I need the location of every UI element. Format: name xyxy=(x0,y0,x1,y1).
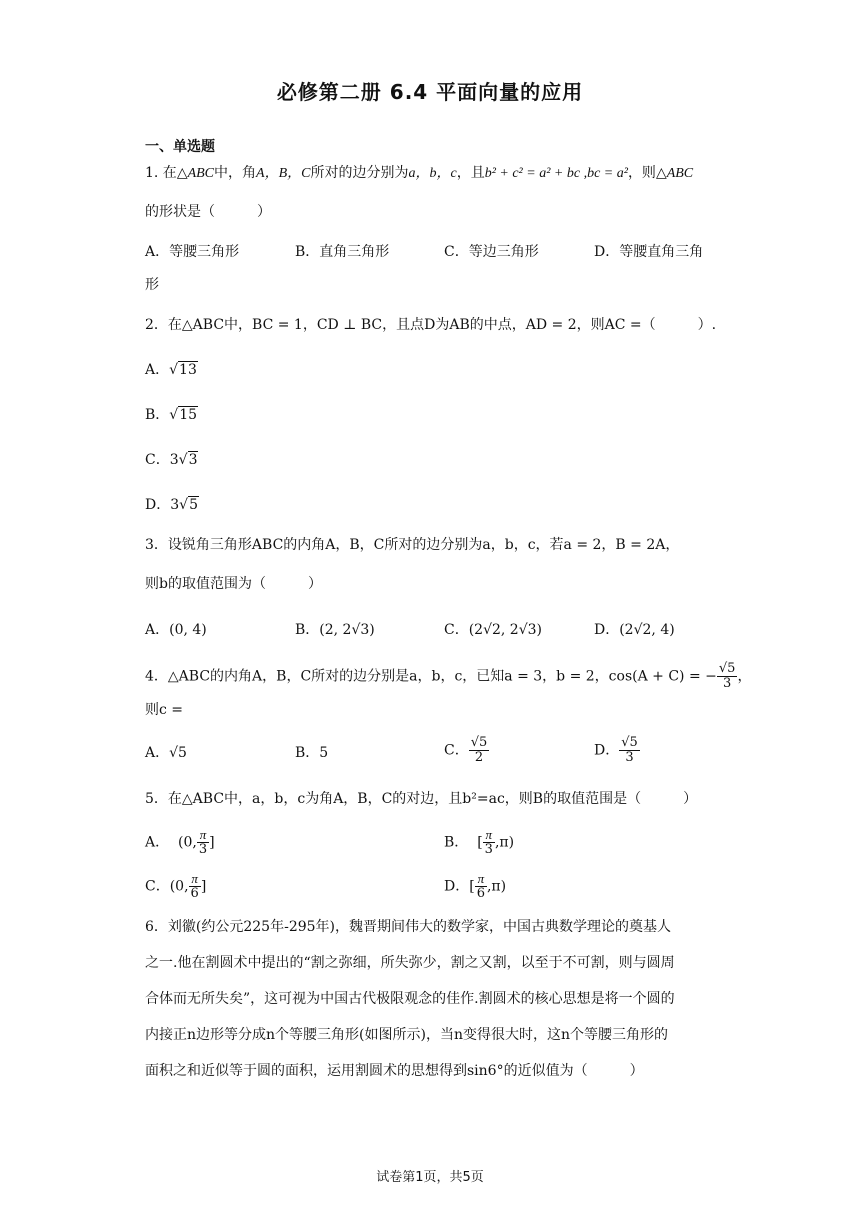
q3-option-c: C．(2√2, 2√3) xyxy=(444,622,543,638)
q1-triangle-2: △ABC xyxy=(655,166,694,181)
q1-text-f: ，且 xyxy=(456,165,485,181)
q4-option-c-numerator: √5 xyxy=(470,735,488,750)
q5-option-d-denominator: 6 xyxy=(476,886,485,901)
q2-option-d-label: D． xyxy=(145,497,171,513)
q4-option-d-label: D． xyxy=(594,742,620,759)
q2-option-d xyxy=(145,496,199,514)
question-1-line-2: 的形状是（ ） xyxy=(145,204,271,220)
q5-option-b-denominator: 3 xyxy=(484,842,493,857)
question-5: 5．在△ABC中，a，b，c为角A，B，C的对边，且b²=ac，则B的取值范围是（ ） xyxy=(145,791,698,807)
question-6-line-4: 内接正n边形等分成n个等腰三角形(如图所示)，当n变得很大时，这n个等腰三角形的 xyxy=(145,1027,668,1043)
q2-option-c-radicand: 3 xyxy=(188,452,198,468)
q1-option-d-cont: 形 xyxy=(145,277,159,293)
q5-option-c-post: ] xyxy=(200,878,207,895)
q5-option-b-label: B． xyxy=(444,834,469,851)
q4-option-a: A．√5 xyxy=(145,745,187,761)
q1-text-d: 所对的边分别为 xyxy=(310,165,409,181)
sqrt-symbol: √3 xyxy=(178,452,198,468)
q5-option-a-numerator: π xyxy=(197,828,209,843)
page-title: 必修第二册 6.4 平面向量的应用 xyxy=(276,80,584,104)
q5-option-a-fraction xyxy=(197,828,209,857)
question-6-line-3: 合体而无所失矣”，这可视为中国古代极限观念的佳作.割圆术的核心思想是将一个圆的 xyxy=(145,991,675,1007)
q3-option-a: A．(0, 4) xyxy=(145,622,207,638)
q4-text-end: ， xyxy=(737,668,752,685)
q1-text-a: 1. 在 xyxy=(145,165,177,181)
q4-option-c-label: C． xyxy=(444,742,469,759)
q2-option-a xyxy=(145,361,198,379)
q2-option-b-radicand: 15 xyxy=(179,407,198,423)
q5-option-a-label: A． xyxy=(145,834,170,851)
q1-text-g: ，则 xyxy=(627,165,656,181)
q1-option-a: A．等腰三角形 xyxy=(145,244,240,260)
q4-option-d-fraction xyxy=(619,736,640,765)
q4-option-d xyxy=(594,736,640,765)
q1-text-b: 中，角 xyxy=(214,165,257,181)
q4-option-c xyxy=(444,736,489,765)
q5-option-c-pre: (0, xyxy=(169,878,189,895)
q1-option-c: C．等边三角形 xyxy=(444,244,539,260)
q4-fraction-denominator: 3 xyxy=(723,676,732,691)
q1-condition: b² + c² = a² + bc ,bc = a² xyxy=(484,166,628,181)
q5-option-d-fraction xyxy=(475,872,487,901)
q5-option-c-label: C． xyxy=(145,878,170,895)
q2-option-c xyxy=(145,451,198,469)
question-6: 6．刘徽(约公元225年-295年)，魏晋期间伟大的数学家，中国古典数学理论的奠基人 xyxy=(145,919,672,935)
q5-option-a-post: ] xyxy=(209,834,215,851)
question-4 xyxy=(145,661,752,691)
question-3-line-2: 则b的取值范围为（ ） xyxy=(145,576,322,592)
question-1 xyxy=(145,164,715,183)
q4-text: 4．△ABC的内角A，B，C所对的边分别是a，b，c，已知a = 3，b = 2，cos(A + C) = − xyxy=(145,668,717,685)
question-6-line-2: 之一.他在割圆术中提出的“割之弥细，所失弥少，割之又割，以至于不可割，则与圆周 xyxy=(145,955,675,971)
q2-option-d-coef: 3 xyxy=(170,497,180,513)
q5-option-d-numerator: π xyxy=(475,872,487,887)
q5-option-c xyxy=(145,872,206,901)
q5-option-a-denominator: 3 xyxy=(198,842,208,857)
q2-option-d-radicand: 5 xyxy=(189,497,198,513)
q5-option-c-fraction xyxy=(189,872,201,901)
sqrt-symbol: √15 xyxy=(169,407,198,423)
q2-option-b-label: B． xyxy=(145,407,170,423)
q1-option-b: B．直角三角形 xyxy=(295,244,390,260)
question-6-line-5: 面积之和近似等于圆的面积，运用割圆术的思想得到sin6°的近似值为（ ） xyxy=(145,1063,644,1079)
question-3: 3．设锐角三角形ABC的内角A，B，C所对的边分别为a，b，c，若a = 2，B = 2A， xyxy=(145,537,680,553)
sqrt-symbol: √5 xyxy=(179,497,198,513)
q5-option-b-pre: [ xyxy=(477,834,483,851)
q3-option-b: B．(2, 2√3) xyxy=(295,622,375,638)
q3-option-d: D．(2√2, 4) xyxy=(594,622,675,638)
q4-option-c-denominator: 2 xyxy=(474,750,484,765)
q4-option-d-denominator: 3 xyxy=(625,750,634,765)
q4-option-c-fraction xyxy=(469,736,490,765)
q5-option-d xyxy=(444,872,506,901)
sqrt-symbol: √13 xyxy=(169,362,197,378)
question-2: 2．在△ABC中，BC = 1，CD ⊥ BC，且点D为AB的中点，AD = 2，则AC =（ ）. xyxy=(145,317,717,333)
question-4-line-2: 则c = xyxy=(145,702,184,718)
q5-option-d-post: ,π) xyxy=(486,878,507,895)
q2-option-a-radicand: 13 xyxy=(179,362,197,378)
q1-angles: A，B，C xyxy=(256,166,311,181)
q5-option-b-fraction xyxy=(483,828,495,857)
q5-option-a-pre: (0, xyxy=(178,834,197,851)
q4-fraction xyxy=(717,662,738,691)
q2-option-c-label: C． xyxy=(145,452,170,468)
q4-fraction-numerator: √5 xyxy=(718,661,736,676)
q4-option-b: B．5 xyxy=(295,745,329,761)
q2-option-c-coef: 3 xyxy=(169,452,179,468)
q5-option-c-denominator: 6 xyxy=(190,886,199,901)
q5-option-d-pre: [ xyxy=(469,878,475,895)
q2-option-b xyxy=(145,406,198,424)
q5-option-b xyxy=(444,828,514,857)
q5-option-b-post: ,π) xyxy=(494,834,515,851)
q5-option-c-numerator: π xyxy=(189,872,201,887)
section-heading: 一、单选题 xyxy=(145,139,215,155)
q1-triangle: △ABC xyxy=(176,166,215,181)
page-footer: 试卷第1页，共5页 xyxy=(376,1170,484,1185)
q1-sides: a，b，c xyxy=(408,166,457,181)
q5-option-d-label: D． xyxy=(444,878,470,895)
q5-option-b-numerator: π xyxy=(483,828,495,843)
q1-option-d: D．等腰直角三角 xyxy=(594,244,704,260)
q4-option-d-numerator: √5 xyxy=(621,735,638,750)
q5-option-a xyxy=(145,828,215,857)
q2-option-a-label: A． xyxy=(145,362,170,378)
